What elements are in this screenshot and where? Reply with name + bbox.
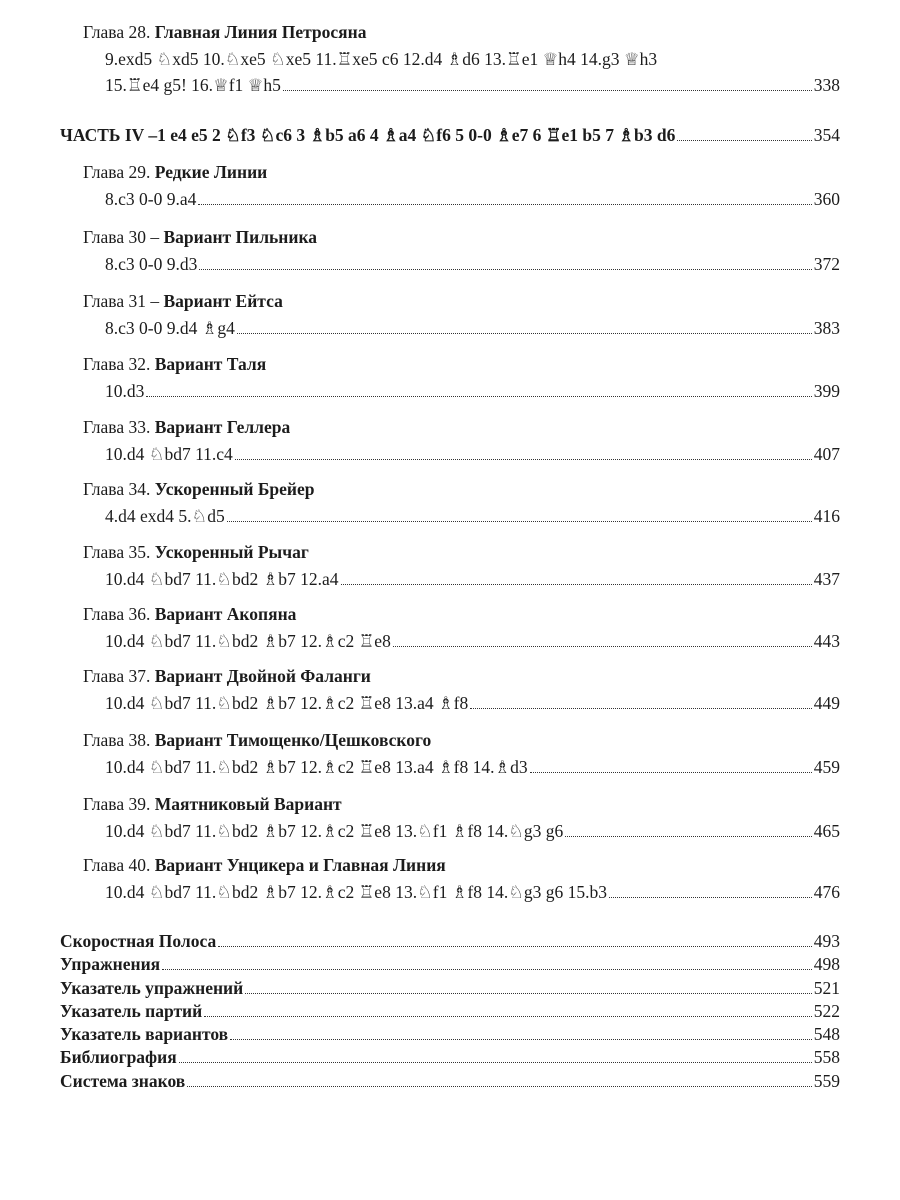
chapter-moves: 10.d4 ♘bd7 11.♘bd2 ♗b7 12.♗c2 ♖e8 13.♘f1 ♗f8 14.♘g3 g6 15.b3 [105, 882, 608, 902]
chapter-line [105, 504, 840, 528]
dot-leader [227, 521, 812, 522]
dot-leader [187, 1086, 811, 1087]
dot-leader [230, 1039, 812, 1040]
entry-title: Скоростная Полоса [60, 931, 217, 951]
entry-title: Указатель упражнений [60, 977, 244, 998]
toc-chapter-33 [83, 415, 840, 466]
toc-chapter-40 [83, 853, 840, 904]
toc-entry [60, 977, 840, 1000]
chapter-title: Вариант Акопяна [154, 604, 297, 624]
chapter-title: Вариант Тимощенко/Цешковского [154, 730, 432, 750]
page-number: 558 [813, 1047, 840, 1068]
dot-leader [283, 90, 812, 91]
dot-leader [146, 396, 811, 397]
toc-chapter-32 [83, 352, 840, 403]
chapter-line [105, 442, 840, 466]
chapter-heading [83, 664, 840, 688]
chapter-heading [83, 225, 840, 249]
chapter-label: Глава 34. [83, 479, 151, 499]
chapter-label: Глава 29. [83, 162, 151, 182]
chapter-moves: 8.c3 0-0 9.a4 [105, 189, 197, 209]
chapter-title: Ускоренный Рычаг [154, 542, 309, 562]
chapter-title: Вариант Пильника [163, 227, 318, 247]
entry-title: Указатель вариантов [60, 1024, 229, 1045]
toc-entry [60, 1023, 840, 1046]
chapter-heading [83, 20, 840, 44]
chapter-moves: 10.d4 ♘bd7 11.♘bd2 ♗b7 12.♗c2 ♖e8 13.a4 ♗f8 [105, 693, 469, 713]
dot-leader [245, 993, 812, 994]
toc-chapter-38 [83, 728, 840, 779]
chapter-title: Вариант Геллера [154, 417, 291, 437]
chapter-moves: 10.d4 ♘bd7 11.♘bd2 ♗b7 12.♗c2 ♖e8 [105, 631, 391, 651]
page-number: 559 [813, 1070, 840, 1091]
part-label: ЧАСТЬ IV – [60, 125, 158, 145]
chapter-label: Глава 31 – [83, 291, 164, 311]
chapter-title: Вариант Таля [154, 354, 267, 374]
page-number: 498 [813, 954, 840, 975]
chapter-title: Вариант Двойной Фаланги [154, 666, 371, 686]
chapter-heading [83, 415, 840, 439]
page-number: 493 [813, 931, 840, 951]
page-number: 416 [813, 506, 840, 526]
chapter-heading [83, 602, 840, 626]
page-number: 521 [813, 977, 840, 998]
dot-leader [677, 140, 811, 141]
page-number: 360 [813, 189, 840, 209]
chapter-moves: 4.d4 exd4 5.♘d5 [105, 506, 225, 526]
page-number: 476 [813, 882, 840, 902]
toc-chapter-29 [83, 160, 840, 211]
chapter-label: Глава 36. [83, 604, 151, 624]
toc-chapter-28 [83, 20, 840, 97]
chapter-title: Редкие Линии [154, 162, 268, 182]
dot-leader [393, 646, 812, 647]
page-number: 548 [813, 1024, 840, 1045]
toc-part-4 [60, 123, 840, 147]
page-number: 399 [813, 381, 840, 401]
dot-leader [179, 1062, 812, 1063]
toc-chapter-39 [83, 792, 840, 843]
chapter-line [105, 187, 840, 211]
chapter-moves: 8.c3 0-0 9.d3 [105, 254, 198, 274]
chapter-label: Глава 35. [83, 542, 151, 562]
chapter-heading [83, 540, 840, 564]
page-number: 459 [813, 757, 840, 777]
page-number: 443 [813, 631, 840, 651]
page-number: 354 [813, 125, 840, 145]
dot-leader [237, 333, 812, 334]
chapter-label: Глава 33. [83, 417, 151, 437]
chapter-line [105, 629, 840, 653]
chapter-moves: 10.d3 [105, 381, 145, 401]
chapter-heading [83, 728, 840, 752]
chapter-heading [83, 160, 840, 184]
entry-title: Система знаков [60, 1070, 186, 1091]
toc-chapter-34 [83, 477, 840, 528]
chapter-title: Ускоренный Брейер [154, 479, 315, 499]
part-moves: 1 e4 e5 2 ♘f3 ♘c6 3 ♗b5 a6 4 ♗a4 ♘f6 5 0-0 ♗e7 6 ♖e1 b5 7 ♗b3 d6 [157, 125, 676, 145]
entry-title: Упражнения [60, 954, 161, 975]
chapter-heading [83, 289, 840, 313]
chapter-title: Маятниковый Вариант [154, 794, 342, 814]
chapter-line [105, 819, 840, 843]
chapter-label: Глава 37. [83, 666, 151, 686]
dot-leader [609, 897, 812, 898]
chapter-label: Глава 40. [83, 855, 151, 875]
toc-entry [60, 1070, 840, 1093]
chapter-title: Главная Линия Петросяна [154, 22, 367, 42]
dot-leader [470, 708, 812, 709]
chapter-title: Вариант Ейтса [163, 291, 283, 311]
page-number: 437 [813, 569, 840, 589]
chapter-line [105, 880, 840, 904]
toc-appendix [60, 930, 840, 1093]
dot-leader [204, 1016, 812, 1017]
chapter-moves: 8.c3 0-0 9.d4 ♗g4 [105, 318, 235, 338]
chapter-line [105, 755, 840, 779]
chapter-heading [83, 792, 840, 816]
chapter-label: Глава 32. [83, 354, 151, 374]
chapter-title: Вариант Унцикера и Главная Линия [154, 855, 446, 875]
entry-title: Указатель партий [60, 1000, 203, 1021]
chapter-line [105, 567, 840, 591]
toc-entry [60, 1046, 840, 1069]
toc-chapter-36 [83, 602, 840, 653]
chapter-moves: 10.d4 ♘bd7 11.c4 [105, 444, 233, 464]
page-number: 407 [813, 444, 840, 464]
toc-entry [60, 930, 840, 953]
toc-chapter-37 [83, 664, 840, 715]
page-number: 449 [813, 693, 840, 713]
chapter-moves: 10.d4 ♘bd7 11.♘bd2 ♗b7 12.♗c2 ♖e8 13.a4 ♗f8 14.♗d3 [105, 757, 528, 777]
chapter-heading [83, 477, 840, 501]
chapter-heading [83, 352, 840, 376]
chapter-line [105, 316, 840, 340]
page-number: 522 [813, 1000, 840, 1021]
chapter-moves: 10.d4 ♘bd7 11.♘bd2 ♗b7 12.♗c2 ♖e8 13.♘f1 ♗f8 14.♘g3 g6 [105, 821, 564, 841]
toc-chapter-31 [83, 289, 840, 340]
chapter-moves-continued: 15.♖e4 g5! 16.♕f1 ♕h5 [105, 75, 281, 95]
chapter-heading [83, 853, 840, 877]
toc-entry [60, 1000, 840, 1023]
dot-leader [199, 269, 811, 270]
chapter-line [105, 379, 840, 403]
chapter-label: Глава 38. [83, 730, 151, 750]
chapter-label: Глава 28. [83, 22, 151, 42]
dot-leader [565, 836, 811, 837]
chapter-moves: 9.exd5 ♘xd5 10.♘xe5 ♘xe5 11.♖xe5 c6 12.d4 ♗d6 13.♖e1 ♕h4 14.g3 ♕h3 [105, 49, 658, 69]
dot-leader [235, 459, 812, 460]
chapter-line [105, 73, 840, 97]
chapter-line [105, 691, 840, 715]
dot-leader [198, 204, 811, 205]
page-number: 338 [813, 75, 840, 95]
toc-entry [60, 953, 840, 976]
chapter-moves: 10.d4 ♘bd7 11.♘bd2 ♗b7 12.a4 [105, 569, 339, 589]
dot-leader [341, 584, 812, 585]
chapter-label: Глава 39. [83, 794, 151, 814]
dot-leader [162, 969, 812, 970]
page-number: 372 [813, 254, 840, 274]
toc-chapter-30 [83, 225, 840, 276]
toc-chapter-35 [83, 540, 840, 591]
chapter-label: Глава 30 – [83, 227, 164, 247]
page-number: 383 [813, 318, 840, 338]
page-number: 465 [813, 821, 840, 841]
dot-leader [530, 772, 812, 773]
entry-title: Библиография [60, 1047, 177, 1068]
dot-leader [218, 946, 812, 947]
chapter-line [105, 252, 840, 276]
